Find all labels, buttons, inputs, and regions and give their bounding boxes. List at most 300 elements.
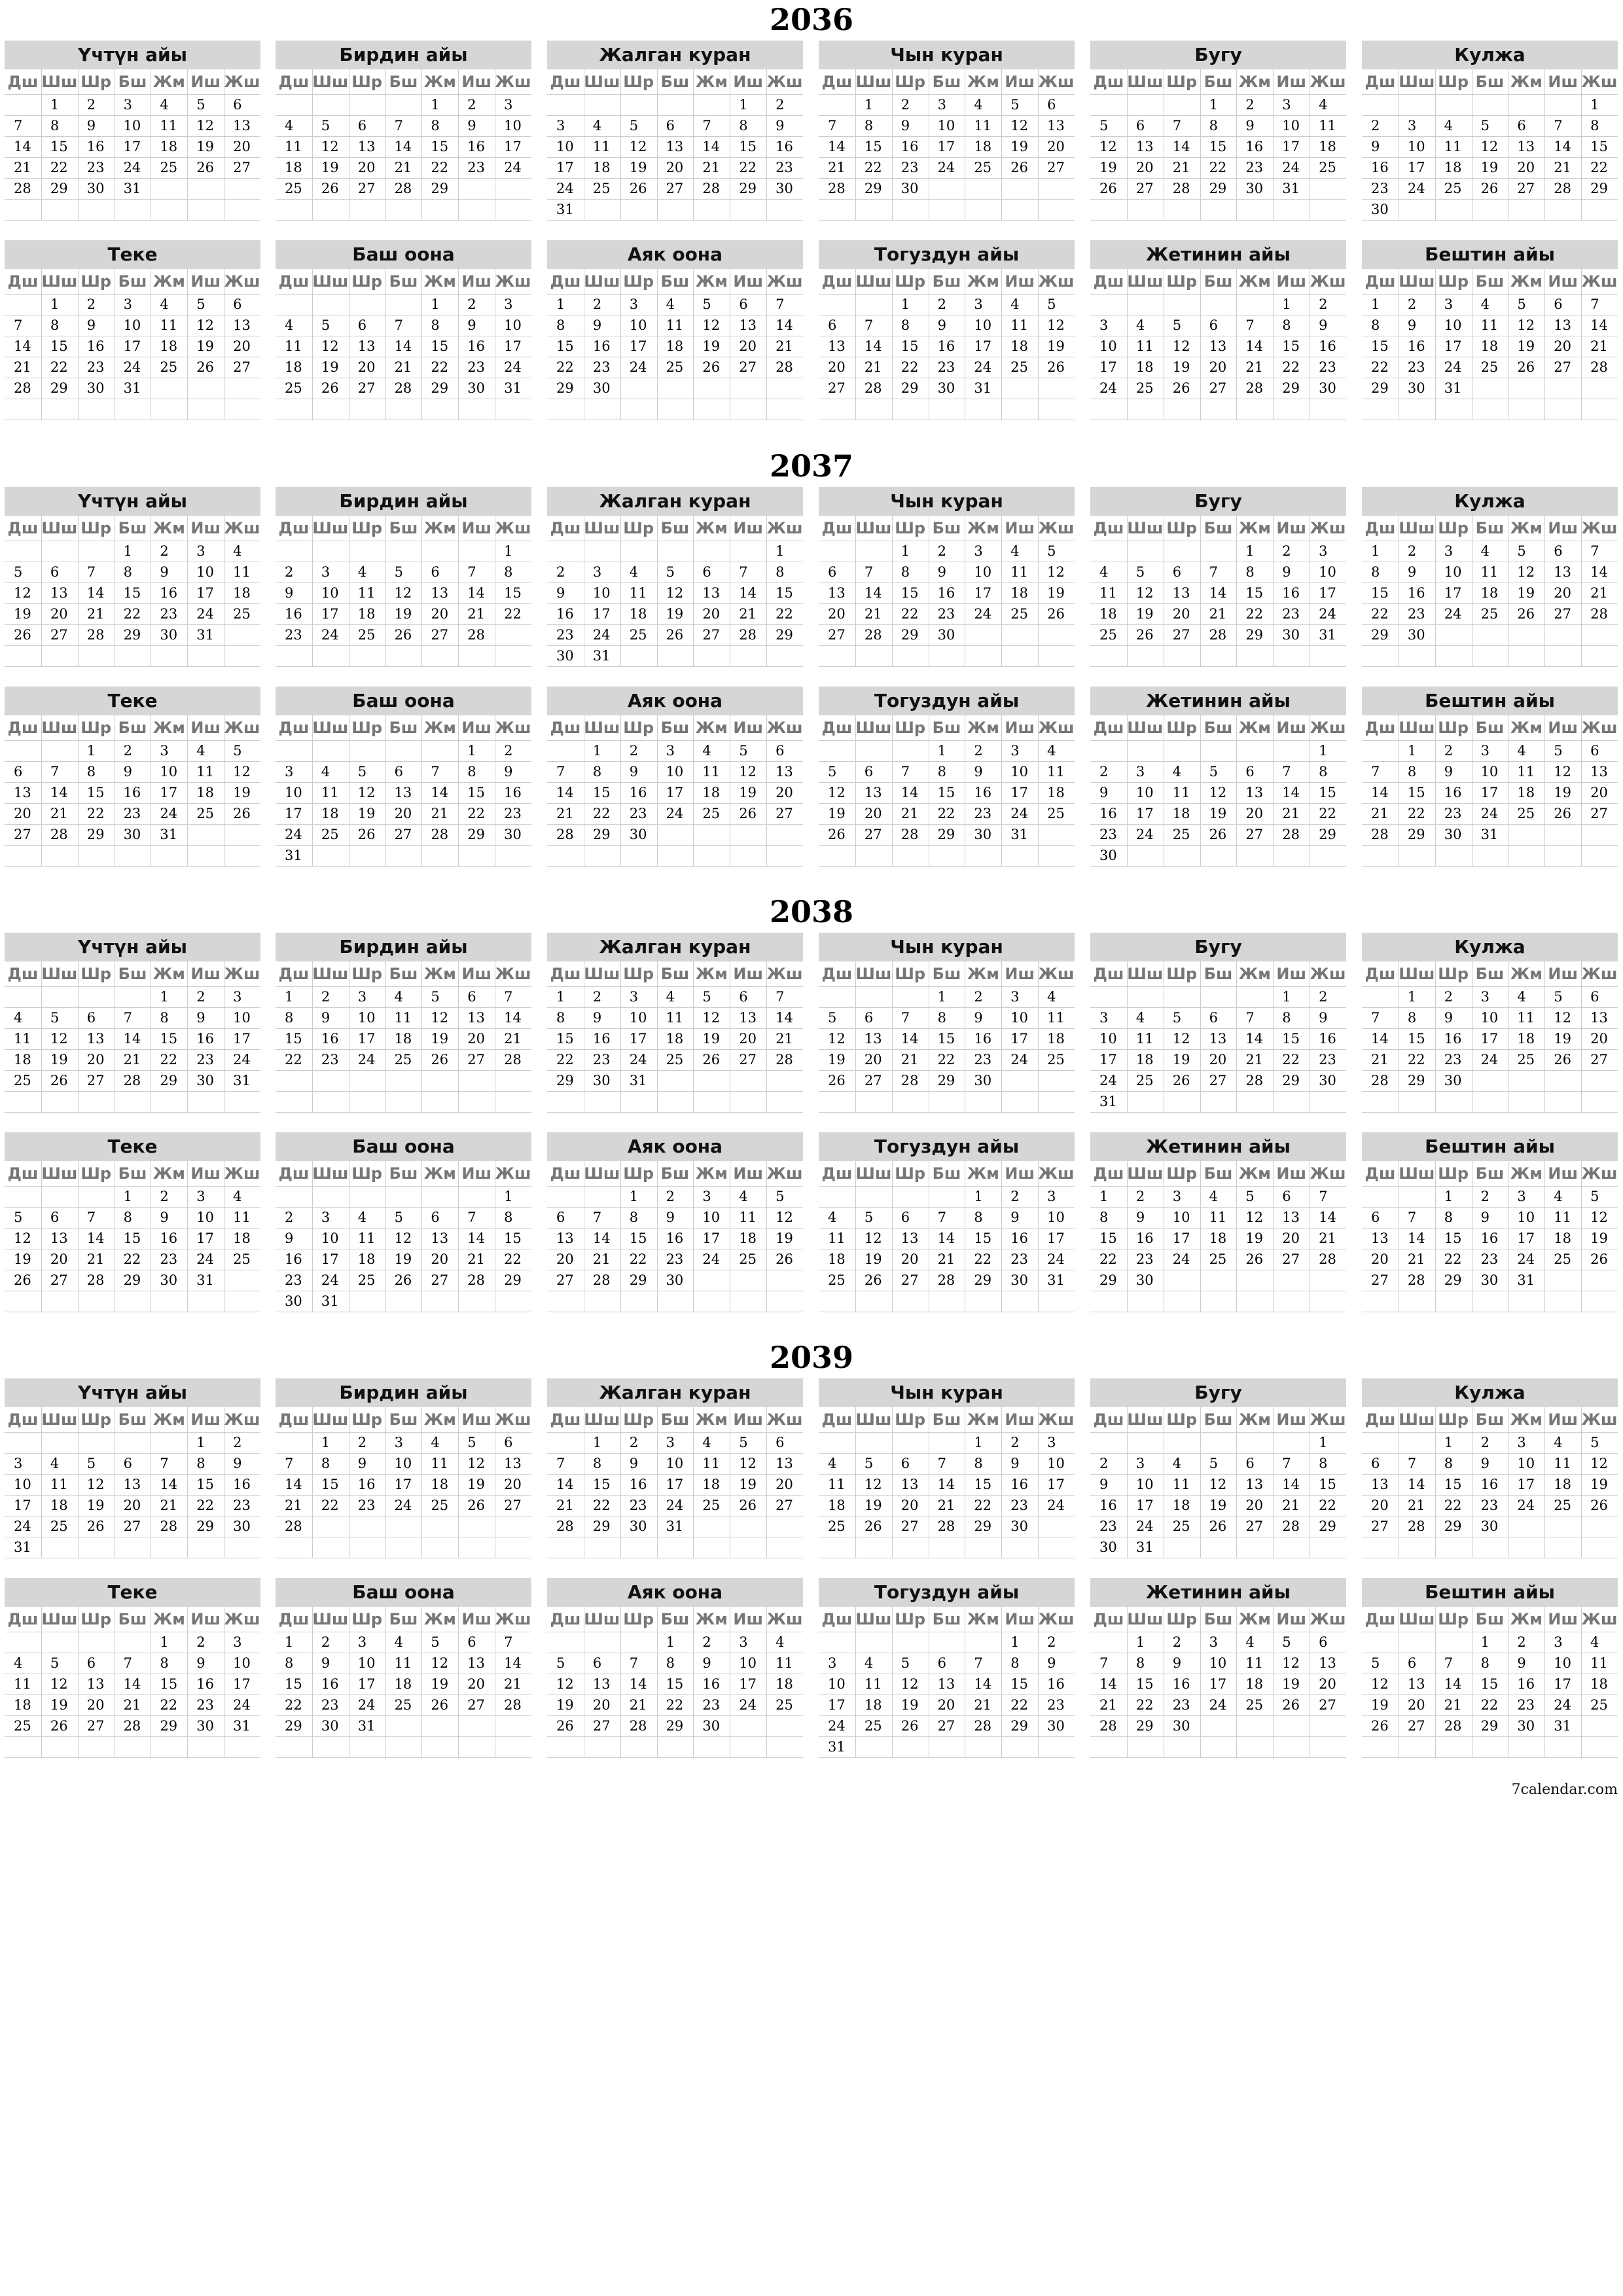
day-cell: 15	[285, 1031, 302, 1047]
weekday-label: Шш	[312, 519, 349, 537]
day-cell: 17	[1209, 1676, 1227, 1692]
day-cell: 14	[50, 785, 68, 800]
weekday-label: Иш	[1276, 1164, 1306, 1183]
day-cell: 11	[1480, 564, 1499, 580]
day-cell: 11	[1047, 1010, 1065, 1026]
day-cell: 15	[160, 1676, 178, 1692]
month-name: Бирдин айы	[276, 487, 531, 516]
day-cell: 25	[233, 606, 251, 622]
day-cell: 13	[86, 1031, 105, 1047]
weekday-label: Жм	[1510, 719, 1543, 737]
day-cell: 13	[1245, 785, 1264, 800]
day-cell: 16	[592, 338, 611, 354]
day-cell: 20	[123, 1498, 141, 1513]
day-cell: 1	[1319, 1435, 1328, 1450]
day-cell: 11	[1099, 585, 1117, 601]
day-cell: 21	[50, 806, 68, 821]
day-cell: 22	[431, 160, 449, 175]
day-cell: 17	[1135, 1498, 1154, 1513]
day-cell: 21	[504, 1031, 522, 1047]
day-cell: 2	[937, 543, 946, 559]
day-cell: 12	[1517, 317, 1535, 333]
day-cell: 7	[1590, 543, 1599, 559]
day-cell: 23	[1282, 606, 1300, 622]
weekday-label: Жш	[1310, 272, 1346, 291]
weekday-label: Бш	[118, 272, 147, 291]
day-cell: 4	[1517, 743, 1526, 759]
day-cell: 19	[321, 359, 339, 375]
day-cell: 2	[196, 989, 205, 1005]
day-cell: 9	[1010, 1210, 1020, 1225]
day-cell: 22	[196, 1498, 215, 1513]
day-cell: 11	[1444, 139, 1462, 154]
day-cell: 7	[1172, 118, 1182, 134]
day-cell: 12	[556, 1676, 574, 1692]
grid-line	[1090, 845, 1346, 846]
day-cell: 10	[666, 764, 684, 780]
day-cell: 18	[1480, 585, 1499, 601]
month-name: Үчтүн айы	[5, 1378, 260, 1407]
day-cell: 16	[123, 785, 141, 800]
day-cell: 25	[1047, 806, 1065, 821]
day-cell: 10	[233, 1010, 251, 1026]
day-cell: 26	[1590, 1251, 1608, 1267]
weekday-label: Шш	[1127, 519, 1164, 537]
weekday-label: Шр	[1438, 719, 1469, 737]
day-cell: 10	[196, 564, 215, 580]
day-cell: 6	[1590, 989, 1599, 1005]
day-cell: 9	[123, 764, 132, 780]
day-cell: 3	[629, 989, 639, 1005]
day-cell: 19	[1209, 806, 1227, 821]
grid-line	[5, 1091, 260, 1092]
day-cell: 7	[285, 1456, 294, 1471]
day-cell: 3	[285, 764, 294, 780]
day-cell: 30	[776, 181, 793, 196]
weekday-label: Жш	[766, 1610, 803, 1628]
day-cell: 15	[321, 1477, 339, 1492]
weekday-label: Бш	[118, 519, 147, 537]
day-cell: 22	[1282, 1052, 1300, 1067]
weekday-label: Шр	[895, 1164, 926, 1183]
day-cell: 30	[321, 1718, 339, 1734]
day-cell: 26	[702, 1052, 721, 1067]
day-cell: 28	[123, 1718, 141, 1734]
day-cell: 4	[1319, 97, 1328, 113]
day-cell: 29	[592, 1518, 611, 1534]
day-cell: 1	[974, 1435, 983, 1450]
day-cell: 30	[1480, 1272, 1499, 1288]
month-block	[1362, 1378, 1618, 1558]
day-cell: 29	[1319, 827, 1336, 842]
day-cell: 8	[123, 564, 132, 580]
day-cell: 29	[123, 627, 141, 643]
weekday-label: Шр	[351, 1164, 383, 1183]
weekday-label: Иш	[1005, 1410, 1035, 1429]
day-cell: 20	[50, 1251, 68, 1267]
weekday-label: Дш	[7, 1410, 39, 1429]
day-cell: 1	[50, 296, 60, 312]
grid-line	[5, 199, 260, 200]
day-cell: 29	[1282, 1073, 1300, 1088]
day-cell: 9	[1407, 564, 1417, 580]
weekday-label: Жм	[152, 1610, 185, 1628]
weekday-label: Дш	[550, 965, 581, 983]
day-cell: 23	[86, 359, 105, 375]
grid-line	[547, 1112, 803, 1113]
day-cell: 25	[1554, 1498, 1572, 1513]
month-block	[547, 487, 803, 666]
day-cell: 10	[1319, 564, 1336, 580]
day-cell: 16	[1480, 1230, 1499, 1246]
day-cell: 11	[357, 1230, 376, 1246]
day-cell: 5	[1010, 97, 1020, 113]
day-cell: 13	[394, 785, 412, 800]
day-cell: 1	[196, 1435, 205, 1450]
weekday-label: Иш	[1548, 965, 1578, 983]
day-cell: 21	[1172, 160, 1190, 175]
day-cell: 2	[629, 743, 639, 759]
day-cell: 30	[196, 1073, 215, 1088]
day-cell: 8	[864, 118, 874, 134]
grid-line	[1362, 1112, 1618, 1113]
day-cell: 4	[357, 1210, 367, 1225]
day-cell: 15	[666, 1676, 684, 1692]
grid-line	[1090, 666, 1346, 667]
weekday-label: Жм	[967, 1410, 999, 1429]
month-block	[1090, 487, 1346, 666]
day-cell: 9	[321, 1655, 330, 1671]
day-cell: 3	[1099, 317, 1109, 333]
day-cell: 27	[357, 181, 376, 196]
weekday-label: Бш	[118, 1164, 147, 1183]
weekday-label: Бш	[660, 719, 690, 737]
weekday-label: Шш	[584, 719, 620, 737]
weekday-label: Шш	[1399, 73, 1435, 91]
day-cell: 10	[739, 1655, 757, 1671]
day-cell: 6	[431, 1210, 440, 1225]
day-cell: 6	[1282, 1189, 1291, 1204]
weekday-label: Шш	[855, 519, 892, 537]
day-cell: 12	[739, 1456, 757, 1471]
day-cell: 23	[504, 806, 522, 821]
weekday-label: Бш	[660, 1610, 690, 1628]
day-cell: 5	[1517, 543, 1526, 559]
day-cell: 11	[1172, 1477, 1190, 1492]
day-cell: 5	[1172, 1010, 1182, 1026]
day-cell: 3	[196, 1189, 205, 1204]
weekday-label: Шр	[895, 73, 926, 91]
weekday-label: Бш	[1475, 272, 1505, 291]
day-cell: 19	[702, 338, 721, 354]
grid-line	[1362, 845, 1618, 846]
month-name: Тогуздун айы	[819, 1132, 1075, 1161]
month-name: Чын куран	[819, 41, 1075, 69]
month-block	[819, 687, 1075, 866]
day-cell: 9	[1245, 118, 1255, 134]
day-cell: 23	[629, 806, 647, 821]
day-cell: 22	[556, 1052, 574, 1067]
day-cell: 3	[937, 97, 946, 113]
day-cell: 25	[702, 1498, 721, 1513]
day-cell: 12	[739, 764, 757, 780]
day-cell: 7	[123, 1655, 132, 1671]
day-cell: 13	[1590, 764, 1608, 780]
grid-line	[1090, 740, 1346, 741]
day-cell: 10	[1517, 1210, 1535, 1225]
grid-line	[547, 199, 803, 200]
day-cell: 31	[1517, 1272, 1535, 1288]
day-cell: 20	[776, 785, 793, 800]
day-cell: 13	[864, 1031, 882, 1047]
weekday-label: Шш	[584, 1410, 620, 1429]
weekday-label: Шш	[41, 73, 78, 91]
day-cell: 13	[86, 1676, 105, 1692]
weekday-label: Шр	[1438, 965, 1469, 983]
day-cell: 26	[828, 827, 846, 842]
day-cell: 9	[196, 1010, 205, 1026]
day-cell: 22	[160, 1052, 178, 1067]
day-cell: 6	[556, 1210, 565, 1225]
grid-line	[276, 1070, 531, 1071]
weekday-label: Жм	[423, 519, 456, 537]
month-name: Жалган куран	[547, 1378, 803, 1407]
month-name: Аяк оона	[547, 1578, 803, 1607]
day-cell: 9	[776, 118, 785, 134]
weekday-label: Иш	[190, 519, 221, 537]
day-cell: 23	[592, 359, 611, 375]
day-cell: 3	[666, 1435, 675, 1450]
day-cell: 14	[974, 1676, 992, 1692]
day-cell: 12	[1517, 564, 1535, 580]
weekday-label: Иш	[1005, 73, 1035, 91]
day-cell: 27	[86, 1073, 105, 1088]
weekday-label: Дш	[550, 1610, 581, 1628]
weekday-label: Жш	[1310, 519, 1346, 537]
day-cell: 24	[504, 359, 522, 375]
day-cell: 26	[1010, 160, 1029, 175]
day-cell: 23	[1480, 1251, 1499, 1267]
day-cell: 9	[1407, 317, 1417, 333]
day-cell: 31	[1554, 1718, 1572, 1734]
weekday-label: Шр	[80, 1164, 112, 1183]
day-cell: 30	[1371, 202, 1389, 217]
weekday-label: Бш	[932, 1410, 961, 1429]
weekday-label: Дш	[550, 719, 581, 737]
day-cell: 29	[1407, 1073, 1425, 1088]
day-cell: 13	[1282, 1210, 1300, 1225]
day-cell: 31	[321, 1293, 339, 1309]
day-cell: 31	[357, 1718, 376, 1734]
day-cell: 1	[321, 1435, 330, 1450]
day-cell: 30	[1319, 1073, 1336, 1088]
day-cell: 16	[504, 785, 522, 800]
day-cell: 31	[504, 380, 522, 396]
day-cell: 5	[1245, 1189, 1255, 1204]
weekday-label: Бш	[932, 73, 961, 91]
day-cell: 31	[1135, 1539, 1154, 1555]
day-cell: 28	[974, 1718, 992, 1734]
day-cell: 18	[1554, 1230, 1572, 1246]
day-cell: 28	[629, 1718, 647, 1734]
day-cell: 10	[357, 1010, 376, 1026]
weekday-label: Бш	[1475, 719, 1505, 737]
day-cell: 13	[828, 585, 846, 601]
day-cell: 15	[556, 338, 574, 354]
weekday-label: Дш	[7, 1164, 39, 1183]
weekday-label: Шш	[855, 965, 892, 983]
weekday-label: Шр	[895, 1610, 926, 1628]
day-cell: 21	[739, 606, 757, 622]
day-cell: 17	[1480, 1031, 1499, 1047]
day-cell: 24	[1047, 1498, 1065, 1513]
grid-line	[547, 845, 803, 846]
day-cell: 2	[233, 1435, 242, 1450]
weekday-label: Шр	[623, 1164, 654, 1183]
month-block	[547, 1378, 803, 1558]
grid-line	[1090, 1432, 1346, 1433]
day-cell: 27	[14, 827, 31, 842]
day-cell: 12	[1590, 1456, 1608, 1471]
month-block	[5, 240, 260, 420]
day-cell: 5	[1480, 118, 1489, 134]
day-cell: 14	[504, 1010, 522, 1026]
day-cell: 27	[394, 827, 412, 842]
day-cell: 23	[592, 1052, 611, 1067]
day-cell: 26	[1517, 606, 1535, 622]
day-cell: 22	[1319, 806, 1336, 821]
day-cell: 19	[1047, 585, 1065, 601]
day-cell: 9	[160, 564, 169, 580]
day-cell: 31	[160, 827, 178, 842]
day-cell: 9	[556, 585, 565, 601]
day-cell: 8	[1099, 1210, 1109, 1225]
day-cell: 24	[357, 1697, 376, 1713]
day-cell: 13	[1371, 1230, 1389, 1246]
day-cell: 25	[50, 1518, 68, 1534]
day-cell: 26	[1172, 1073, 1190, 1088]
day-cell: 26	[1209, 827, 1227, 842]
day-cell: 21	[504, 1676, 522, 1692]
day-cell: 17	[1444, 338, 1462, 354]
day-cell: 30	[1245, 181, 1264, 196]
day-cell: 12	[1047, 317, 1065, 333]
day-cell: 21	[1245, 1052, 1264, 1067]
weekday-label: Дш	[1093, 272, 1124, 291]
day-cell: 11	[431, 1456, 449, 1471]
month-name: Аяк оона	[547, 240, 803, 269]
day-cell: 26	[14, 627, 31, 643]
day-cell: 11	[394, 1655, 412, 1671]
day-cell: 22	[901, 359, 919, 375]
day-cell: 28	[776, 359, 793, 375]
day-cell: 11	[702, 1456, 721, 1471]
day-cell: 21	[1282, 1498, 1300, 1513]
weekday-label: Бш	[389, 73, 418, 91]
day-cell: 6	[592, 1655, 602, 1671]
day-cell: 18	[1047, 1031, 1065, 1047]
month-name: Кулжа	[1362, 1378, 1618, 1407]
month-name: Теке	[5, 687, 260, 715]
weekday-label: Дш	[278, 719, 310, 737]
weekday-label: Жш	[766, 1410, 803, 1429]
day-cell: 26	[1245, 1251, 1264, 1267]
month-block	[276, 1132, 531, 1312]
weekday-label: Шш	[1127, 1164, 1164, 1183]
day-cell: 27	[901, 1272, 919, 1288]
day-cell: 11	[1590, 1655, 1608, 1671]
day-cell: 30	[160, 1272, 178, 1288]
day-cell: 25	[1135, 380, 1154, 396]
day-cell: 1	[431, 97, 440, 113]
weekday-label: Шш	[584, 1610, 620, 1628]
weekday-label: Иш	[461, 1164, 491, 1183]
day-cell: 1	[1099, 1189, 1109, 1204]
day-cell: 4	[394, 989, 403, 1005]
day-cell: 2	[285, 1210, 294, 1225]
weekday-label: Жш	[1038, 73, 1075, 91]
weekday-label: Иш	[1548, 519, 1578, 537]
grid-line	[819, 1757, 1075, 1758]
day-cell: 15	[776, 585, 793, 601]
weekday-label: Жм	[1238, 965, 1271, 983]
weekday-label: Иш	[733, 719, 763, 737]
day-cell: 19	[50, 1697, 68, 1713]
grid-line	[5, 1736, 260, 1737]
day-cell: 14	[776, 1010, 793, 1026]
weekday-label: Иш	[1005, 1164, 1035, 1183]
day-cell: 14	[1245, 1031, 1264, 1047]
day-cell: 7	[160, 1456, 169, 1471]
grid-line	[276, 666, 531, 667]
day-cell: 8	[1319, 1456, 1328, 1471]
day-cell: 17	[1407, 160, 1425, 175]
weekday-label: Бш	[660, 1410, 690, 1429]
day-cell: 16	[629, 785, 647, 800]
day-cell: 4	[160, 97, 169, 113]
day-cell: 27	[1047, 160, 1065, 175]
day-cell: 27	[1371, 1272, 1389, 1288]
day-cell: 24	[556, 181, 574, 196]
day-cell: 3	[1407, 118, 1417, 134]
day-cell: 4	[357, 564, 367, 580]
day-cell: 2	[1282, 543, 1291, 559]
month-name: Жалган куран	[547, 487, 803, 516]
day-cell: 28	[1099, 1718, 1117, 1734]
day-cell: 19	[467, 1477, 486, 1492]
weekday-label: Жм	[152, 719, 185, 737]
day-cell: 21	[160, 1498, 178, 1513]
day-cell: 5	[1371, 1655, 1380, 1671]
day-cell: 24	[321, 1272, 339, 1288]
day-cell: 2	[1407, 296, 1417, 312]
day-cell: 6	[1172, 564, 1182, 580]
day-cell: 13	[467, 1655, 486, 1671]
day-cell: 20	[431, 1251, 449, 1267]
day-cell: 18	[233, 1230, 251, 1246]
day-cell: 10	[1010, 1010, 1029, 1026]
day-cell: 28	[504, 1052, 522, 1067]
weekday-label: Жм	[695, 1164, 728, 1183]
day-cell: 29	[1444, 1272, 1462, 1288]
day-cell: 13	[1554, 317, 1572, 333]
weekday-label: Жш	[766, 519, 803, 537]
day-cell: 28	[864, 627, 882, 643]
day-cell: 8	[592, 764, 602, 780]
weekday-label: Бш	[118, 1610, 147, 1628]
day-cell: 5	[1590, 1189, 1599, 1204]
day-cell: 1	[901, 296, 910, 312]
